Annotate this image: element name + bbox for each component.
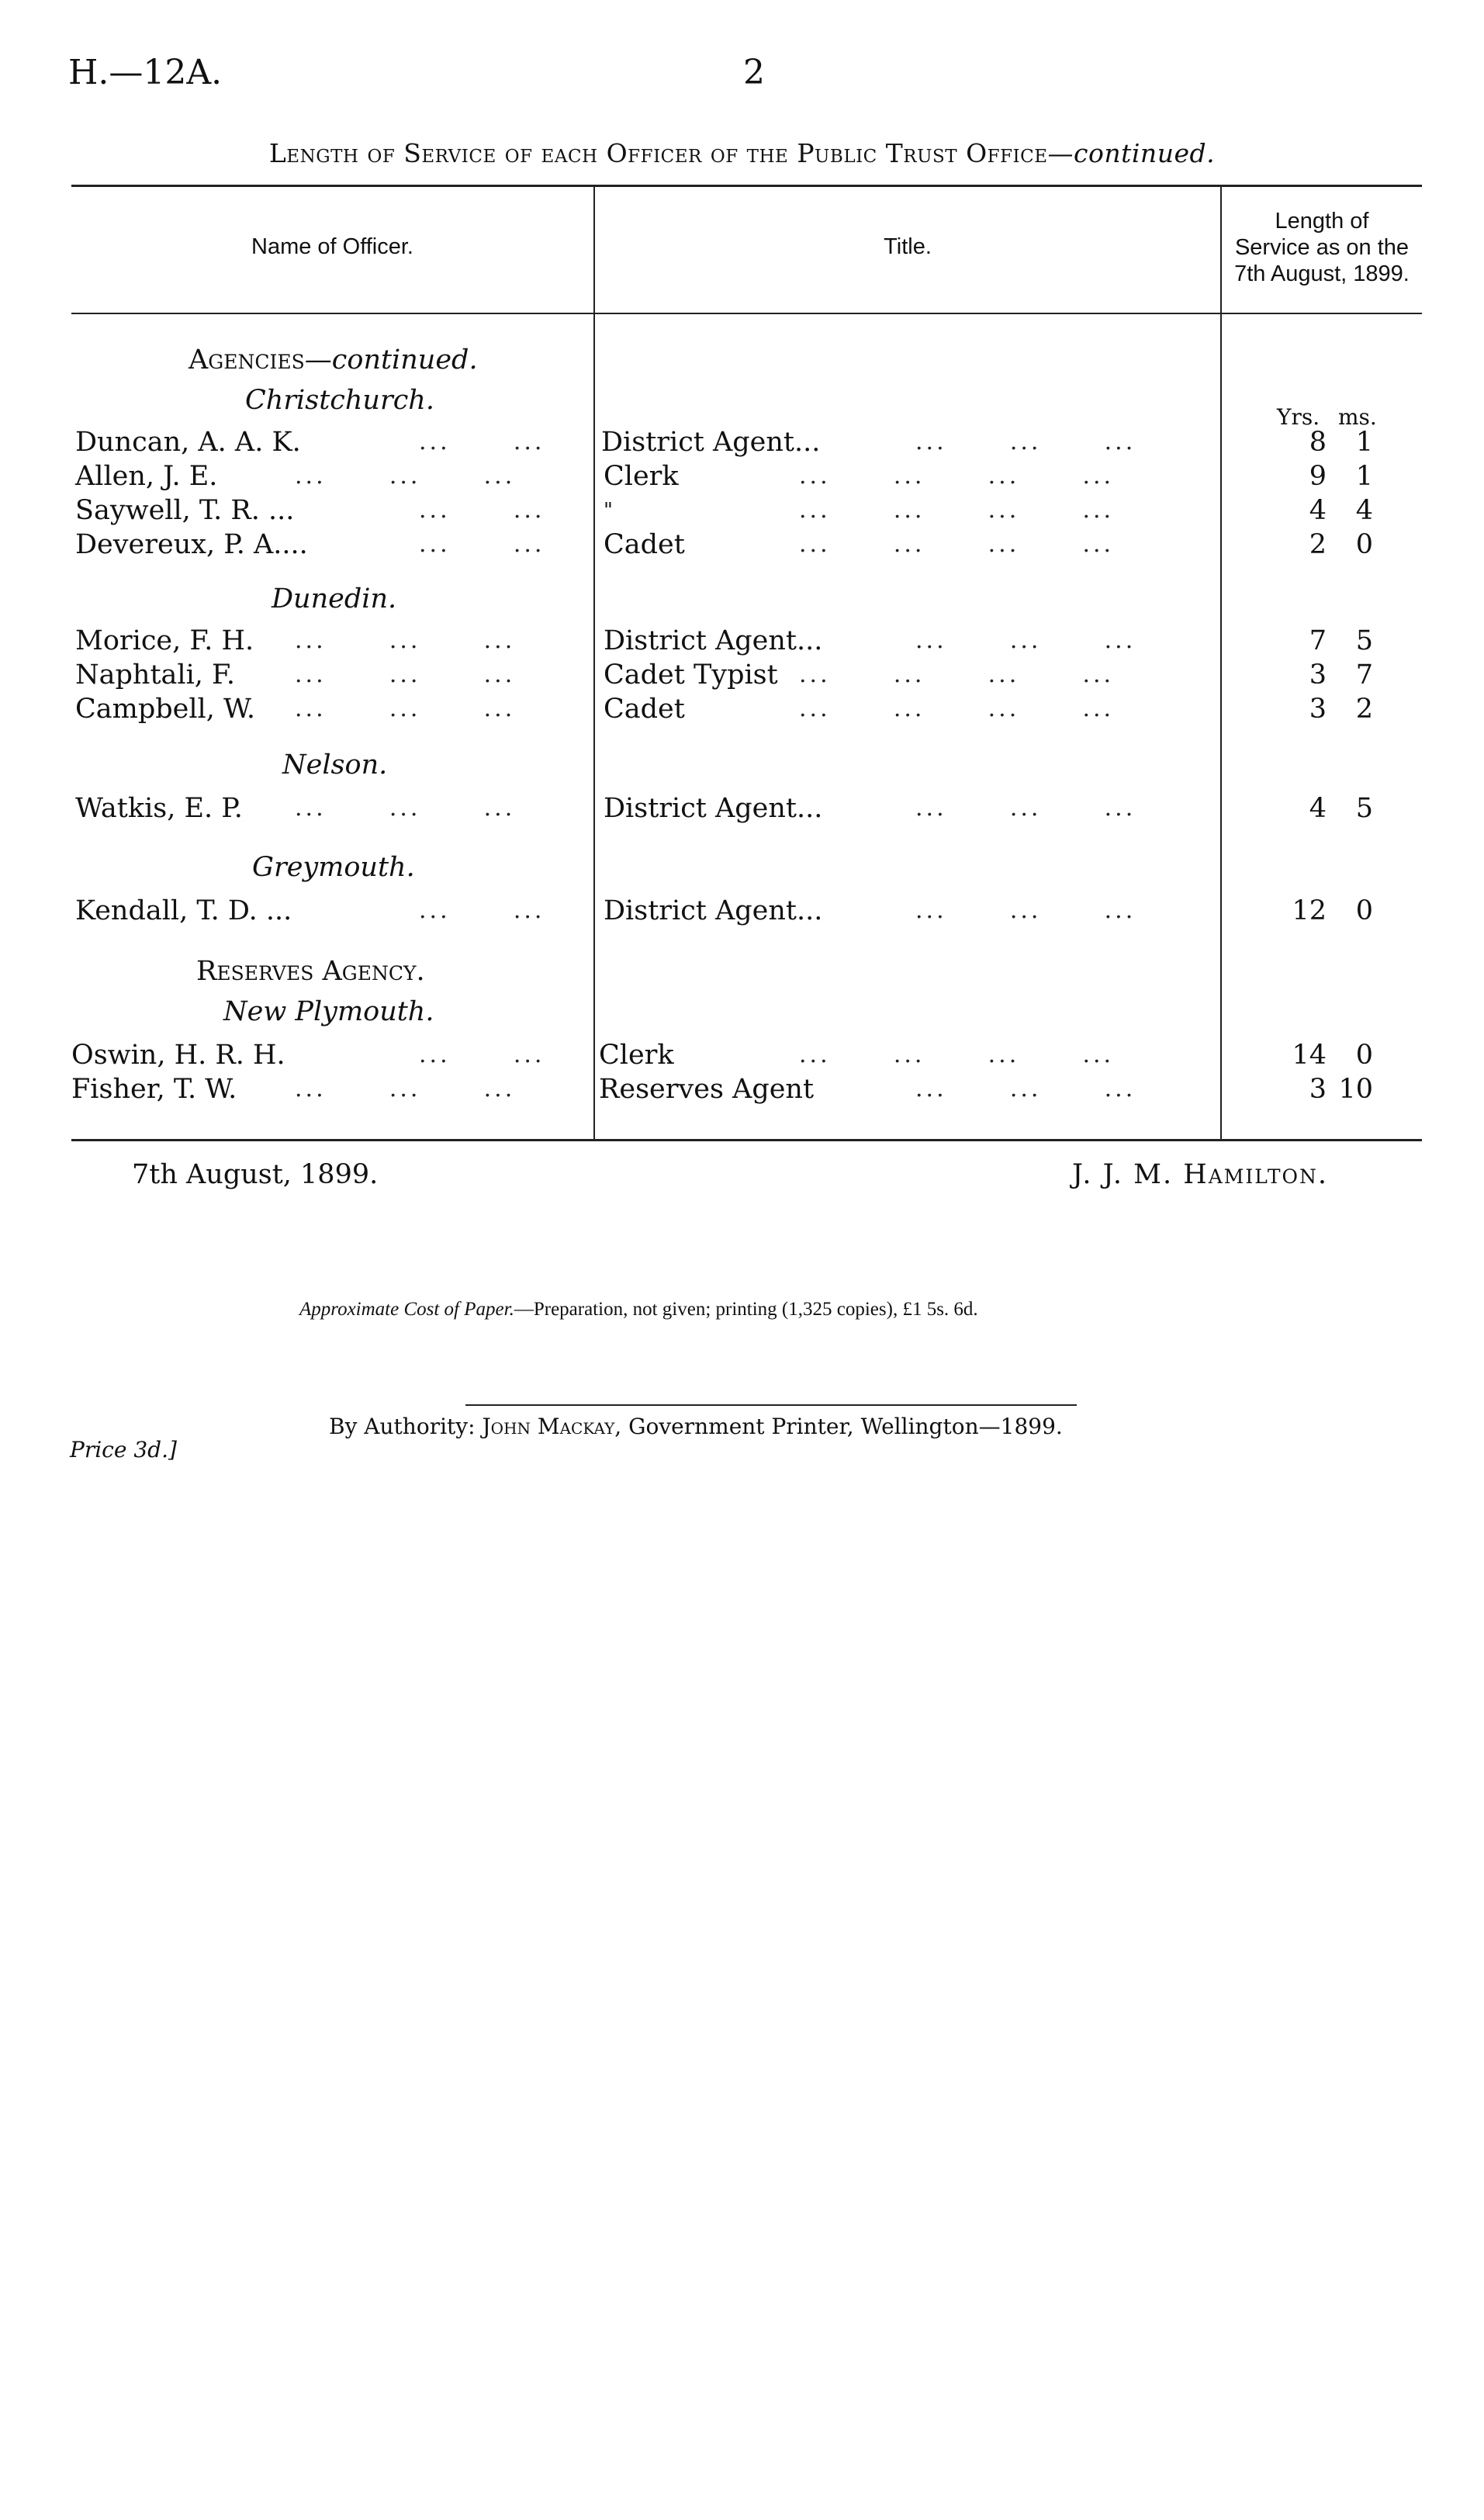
leader-dots: ... ... (419, 531, 545, 558)
price: Price 3d.] (70, 1437, 177, 1462)
leader-dots: ... ... ... ... (799, 661, 1115, 688)
table-row-ms: 7 (1355, 659, 1373, 691)
table-row-yrs: 9 (1309, 461, 1327, 492)
table-row-ms: 2 (1355, 694, 1373, 725)
leader-dots: ... ... ... ... (799, 695, 1115, 722)
service-header-line-1: Length of (1275, 209, 1369, 234)
footer-date: 7th August, 1899. (132, 1159, 379, 1190)
table-row-ms: 5 (1355, 793, 1373, 824)
table-row-name: Naphtali, F. (75, 659, 235, 691)
table-row-ms: 10 (1338, 1074, 1373, 1105)
page-title (0, 138, 1484, 168)
leader-dots: ... ... ... (915, 794, 1136, 822)
section-agencies: Agencies—continued. (189, 344, 478, 376)
table-row-yrs: 3 (1309, 1074, 1327, 1105)
table-row-yrs: 3 (1309, 694, 1327, 725)
table-row-title: Reserves Agent (599, 1074, 815, 1105)
table-row-title: District Agent... (604, 793, 823, 824)
table-row-name: Kendall, T. D. ... (75, 895, 292, 926)
title-suffix: —continued. (1047, 138, 1216, 168)
leader-dots: ... ... ... (295, 695, 516, 722)
column-header-service (1222, 208, 1422, 287)
leader-dots: ... ... ... ... (799, 1041, 1115, 1068)
leader-dots: ... ... ... ... (799, 497, 1115, 524)
section-greymouth: Greymouth. (252, 852, 415, 883)
unit-ms: ms. (1338, 404, 1377, 430)
service-header-line-2: Service as on the (1234, 235, 1410, 260)
service-header-line-3: 7th August, 1899. (1234, 261, 1410, 286)
table-top-rule (71, 185, 1422, 187)
table-row-ms: 5 (1355, 625, 1373, 656)
leader-dots: ... ... (419, 497, 545, 524)
table-row-title: " (604, 499, 613, 522)
table-row-ms: 1 (1355, 461, 1373, 492)
table-row-ms: 4 (1355, 495, 1373, 526)
table-row-name: Devereux, P. A.... (75, 529, 308, 560)
printer-name: John Mackay, (482, 1414, 622, 1439)
leader-dots: ... ... (419, 428, 545, 455)
page-number: 2 (743, 53, 765, 92)
leader-dots: ... ... ... (915, 1075, 1136, 1102)
table-row-yrs: 12 (1292, 895, 1327, 926)
leader-dots: ... ... ... (295, 627, 516, 654)
table-row-title: Clerk (599, 1040, 674, 1071)
table-row-title: District Agent... (604, 625, 823, 656)
table-row-yrs: 14 (1292, 1040, 1327, 1071)
table-row-name: Saywell, T. R. ... (75, 495, 295, 526)
table-row-title: Cadet (604, 529, 685, 560)
table-header-rule (71, 313, 1422, 314)
table-row-name: Oswin, H. R. H. (71, 1040, 285, 1071)
table-row-ms: 0 (1355, 1040, 1373, 1071)
leader-dots: ... ... ... (915, 897, 1136, 924)
leader-dots: ... ... ... (295, 661, 516, 688)
table-row-title: District Agent... (604, 895, 823, 926)
section-new-plymouth: New Plymouth. (223, 996, 434, 1027)
leader-dots: ... ... ... (295, 462, 516, 490)
section-christchurch: Christchurch. (245, 385, 434, 416)
authority-suffix: Government Printer, Wellington—1899. (628, 1414, 1063, 1439)
table-row-name: Allen, J. E. (75, 461, 218, 492)
section-nelson: Nelson. (282, 749, 388, 781)
authority-prefix: By Authority: (329, 1414, 476, 1439)
table-row-yrs: 4 (1309, 793, 1327, 824)
table-row-name: Campbell, W. (75, 694, 255, 725)
table-row-title: Cadet Typist (604, 659, 778, 691)
leader-dots: ... ... ... (295, 794, 516, 822)
cost-note (299, 1299, 978, 1321)
leader-dots: ... ... ... ... (799, 462, 1115, 490)
imprint-rule (465, 1404, 1077, 1406)
section-reserves-agency: Reserves Agency. (196, 956, 425, 987)
table-row-yrs: 8 (1309, 427, 1327, 458)
title-main: Length of Service of each Officer of the Public Trust Office (268, 138, 1048, 168)
table-row-yrs: 7 (1309, 625, 1327, 656)
table-row-name: Fisher, T. W. (71, 1074, 237, 1105)
column-divider-2 (1220, 186, 1222, 1139)
document-reference: H.—12A. (68, 53, 223, 92)
table-row-name: Watkis, E. P. (75, 793, 243, 824)
table-row-yrs: 2 (1309, 529, 1327, 560)
table-row-title: Clerk (604, 461, 679, 492)
unit-yrs: Yrs. (1277, 404, 1320, 430)
table-row-name: Duncan, A. A. K. (75, 427, 301, 458)
leader-dots: ... ... ... (915, 627, 1136, 654)
column-header-name: Name of Officer. (251, 234, 413, 259)
cost-text: —Preparation, not given; printing (1,325 copies), £1 5s. 6d. (514, 1299, 978, 1320)
table-row-ms: 0 (1355, 529, 1373, 560)
table-bottom-rule (71, 1139, 1422, 1141)
section-dunedin: Dunedin. (272, 583, 397, 614)
table-row-name: Morice, F. H. (75, 625, 254, 656)
column-divider-1 (593, 186, 595, 1139)
table-row-title: District Agent... (601, 427, 821, 458)
table-row-yrs: 3 (1309, 659, 1327, 691)
table-row-ms: 0 (1355, 895, 1373, 926)
table-row-yrs: 4 (1309, 495, 1327, 526)
leader-dots: ... ... (419, 1041, 545, 1068)
footer-signature: J. J. M. Hamilton. (1072, 1159, 1329, 1190)
leader-dots: ... ... (419, 897, 545, 924)
leader-dots: ... ... ... (915, 428, 1136, 455)
table-row-ms: 1 (1355, 427, 1373, 458)
table-row-title: Cadet (604, 694, 685, 725)
cost-label: Approximate Cost of Paper. (299, 1299, 514, 1320)
authority-imprint (329, 1414, 1063, 1439)
column-header-title: Title. (884, 234, 932, 259)
leader-dots: ... ... ... ... (799, 531, 1115, 558)
leader-dots: ... ... ... (295, 1075, 516, 1102)
